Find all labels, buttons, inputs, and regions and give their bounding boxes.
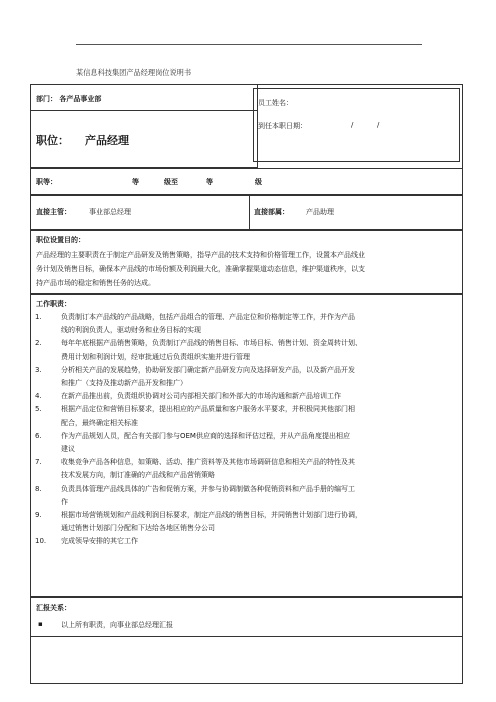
duty-text: 作为产品规划人员，配合有关部门参与OEM供应商的选择和评估过程，并从产品角度提出相应: [61, 431, 350, 440]
duty-text: 根据产品定位和营销目标要求，提出相应的产品质量和客户服务水平要求，并积极同其他部门相: [61, 405, 355, 414]
join-date-sep-1: /: [351, 121, 354, 129]
duty-number: 3.: [35, 365, 42, 374]
document-title: 某信息科技集团产品经理岗位说明书: [76, 68, 192, 77]
duties-title: 工作职责：: [36, 300, 71, 308]
duty-item: [35, 483, 457, 509]
duty-item: [35, 403, 457, 429]
duty-text: 每年年底根据产品销售策略，负责制订产品线的销售目标、市场目标、销售计划、资金周转计划、: [61, 339, 362, 348]
duty-text: 和推广（支持及推动新产品开发和推广）: [61, 379, 187, 388]
bullet-icon: ▪: [38, 620, 43, 628]
duty-item: [35, 364, 457, 390]
purpose-line: 产品经理的主要职责在于制定产品研发及销售策略，指导产品的技术支持和价格管理工作，设置本产品线业: [36, 251, 365, 259]
purpose-line: 持产品市场的稳定和销售任务的达成。: [36, 279, 155, 287]
duty-number: 7.: [35, 458, 42, 467]
duty-text: 通过销售计划部门分配和下达给各地区销售分公司: [61, 524, 215, 533]
duty-number: 8.: [35, 484, 42, 493]
reporting-title: 汇报关系：: [36, 604, 71, 612]
supervisor-value: 事业部总经理: [89, 208, 131, 216]
purpose-title: 职位设置目的：: [36, 236, 85, 244]
purpose-line: 务计划及销售目标，确保本产品线的市场份额及利润最大化，准确掌握渠道动态信息，维护渠道秩序，以支: [36, 265, 365, 273]
duty-item: [35, 390, 457, 403]
grade-jizhi: 级至: [164, 178, 178, 186]
duty-number: 10.: [35, 537, 47, 546]
department-label: 部门： 各产品事业部: [36, 95, 102, 103]
reporting-section: [30, 597, 463, 637]
employee-name-label: 员工姓名：: [258, 99, 293, 107]
duties-list: [35, 311, 457, 549]
duty-item: [35, 535, 457, 548]
duty-item: [35, 509, 457, 535]
join-date-sep-2: /: [377, 121, 380, 129]
position-label: 职位：: [36, 134, 69, 147]
supervisor-label: 直接主管：: [36, 208, 71, 216]
duty-item: [35, 456, 457, 482]
duty-item: [35, 430, 457, 456]
position-value: 产品经理: [85, 134, 129, 147]
duty-text: 作: [61, 497, 68, 506]
duty-number: 5.: [35, 405, 42, 414]
department-divider: [30, 110, 258, 111]
duty-text: 收集竞争产品各种信息，如策略、活动、推广资料等及其他市场调研信息和相关产品的特性及其: [61, 458, 355, 467]
grade-deng-1: 等: [132, 178, 139, 186]
duty-text: 根据市场营销规划和产品线利润目标要求，制定产品线的销售目标，并同销售计划部门进行协调，: [61, 511, 362, 520]
subordinate-label: 直接部属：: [254, 208, 289, 216]
header-rule: [76, 44, 422, 45]
join-date-label: 到任本职日期：: [258, 122, 307, 130]
duty-number: 2.: [35, 339, 42, 348]
duty-number: 9.: [35, 511, 42, 520]
duty-text: 技术发展方向，制订准确的产品线和产品营销策略: [61, 471, 215, 480]
reporting-line: 以上所有职责，向事业部总经理汇报: [61, 621, 173, 629]
duty-text: 费用计划和利润计划，经审批通过后负责组织实施并进行管理: [61, 352, 250, 361]
supervisor-divider: [249, 195, 250, 230]
subordinate-value: 产品助理: [306, 208, 334, 216]
grade-row: [30, 168, 463, 195]
duty-text: 线的利润负责人，驱动财务和业务目标的实现: [61, 326, 201, 335]
duty-number: 4.: [35, 392, 42, 401]
duty-text: 完成领导安排的其它工作: [61, 537, 138, 546]
duty-item: [35, 337, 457, 363]
duty-item: [35, 311, 457, 337]
duty-number: 1.: [35, 313, 42, 321]
grade-deng-2: 等: [206, 178, 213, 186]
duty-text: 配合，最终确定相关标准: [61, 418, 138, 427]
duty-text: 负责具体管理产品线具体的广告和促销方案，并参与协调制做各种促销资料和产品手册的编写工: [61, 484, 355, 493]
duty-text: 分析相关产品的发展趋势，协助研发部门确定新产品研发方向及选择研发产品，以及新产品开发: [61, 365, 355, 374]
grade-ji: 级: [255, 178, 262, 186]
duty-number: 6.: [35, 431, 42, 440]
duty-text: 负责制订本产品线的产品战略，包括产品组合的管理、产品定位和价格制定等工作，并作为产品: [61, 313, 355, 321]
grade-label: 职等：: [36, 178, 57, 186]
duty-text: 在新产品推出前，负责组织协调对公司内部相关部门和外部大的市场沟通和新产品培训工作: [61, 392, 341, 401]
duty-text: 建议: [61, 445, 75, 454]
